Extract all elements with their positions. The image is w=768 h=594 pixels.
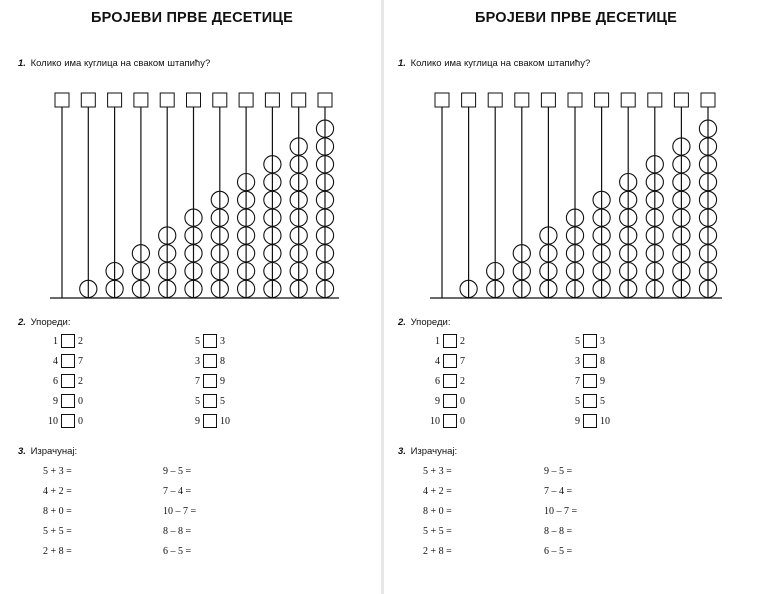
compare-item: 3 8 (195, 355, 225, 367)
equation: 4 + 2 = (423, 486, 452, 497)
question-2 (18, 317, 70, 328)
answer-box[interactable] (203, 394, 217, 408)
answer-box[interactable] (443, 374, 457, 388)
compare-item: 5 3 (195, 335, 225, 347)
answer-box (568, 93, 582, 107)
answer-box (515, 93, 529, 107)
compare-item: 4 7 (435, 355, 465, 367)
compare-item: 10 0 (430, 415, 465, 427)
answer-box (462, 93, 476, 107)
answer-box[interactable] (583, 374, 597, 388)
answer-box[interactable] (203, 334, 217, 348)
equation: 6 – 5 = (544, 546, 573, 557)
answer-box[interactable] (61, 354, 75, 368)
answer-box (541, 93, 555, 107)
answer-box (318, 93, 332, 107)
question-text: Упореди: (30, 317, 71, 328)
equation: 5 + 5 = (423, 526, 452, 537)
answer-box (213, 93, 227, 107)
equation: 5 + 5 = (43, 526, 72, 537)
equation: 2 + 8 = (423, 546, 452, 557)
compare-item: 4 7 (53, 355, 83, 367)
answer-box[interactable] (61, 334, 75, 348)
question-number: 1. (398, 58, 406, 69)
answer-box (160, 93, 174, 107)
equation: 6 – 5 = (163, 546, 192, 557)
compare-item: 6 2 (53, 375, 83, 387)
answer-box[interactable] (583, 394, 597, 408)
compare-item: 7 9 (195, 375, 225, 387)
equation: 4 + 2 = (43, 486, 72, 497)
equation: 8 + 0 = (43, 506, 72, 517)
answer-box (488, 93, 502, 107)
equation: 10 – 7 = (544, 506, 578, 517)
answer-box (701, 93, 715, 107)
equation: 10 – 7 = (163, 506, 197, 517)
answer-box[interactable] (203, 374, 217, 388)
compare-item: 1 2 (53, 335, 83, 347)
compare-item: 9 0 (435, 395, 465, 407)
equation: 2 + 8 = (43, 546, 72, 557)
compare-item: 3 8 (575, 355, 605, 367)
answer-box[interactable] (203, 354, 217, 368)
worksheet-right (384, 0, 768, 594)
page-title: БРОЈЕВИ ПРВЕ ДЕСЕТИЦЕ (475, 10, 677, 26)
equation: 5 + 3 = (43, 466, 72, 477)
answer-box[interactable] (583, 334, 597, 348)
question-text: Колико има куглица на сваком штапићу? (30, 58, 211, 69)
answer-box[interactable] (61, 374, 75, 388)
answer-box (239, 93, 253, 107)
answer-box (81, 93, 95, 107)
compare-item: 5 5 (575, 395, 605, 407)
equation: 5 + 3 = (423, 466, 452, 477)
answer-box[interactable] (443, 414, 457, 428)
question-3 (398, 446, 457, 457)
answer-box (265, 93, 279, 107)
answer-box (55, 93, 69, 107)
answer-box (187, 93, 201, 107)
question-text: Израчунај: (30, 446, 78, 457)
question-text: Колико има куглица на сваком штапићу? (410, 58, 591, 69)
compare-item: 9 10 (195, 415, 230, 427)
question-number: 3. (398, 446, 406, 457)
question-text: Израчунај: (410, 446, 458, 457)
answer-box[interactable] (203, 414, 217, 428)
question-number: 2. (18, 317, 26, 328)
answer-box[interactable] (583, 414, 597, 428)
question-2 (398, 317, 450, 328)
compare-item: 9 0 (53, 395, 83, 407)
answer-box (595, 93, 609, 107)
equation: 8 + 0 = (423, 506, 452, 517)
abacus-figure (384, 0, 768, 310)
answer-box (292, 93, 306, 107)
answer-box (134, 93, 148, 107)
question-text: Упореди: (410, 317, 451, 328)
equation: 8 – 8 = (163, 526, 192, 537)
answer-box[interactable] (61, 414, 75, 428)
question-3 (18, 446, 77, 457)
compare-item: 7 9 (575, 375, 605, 387)
compare-item: 6 2 (435, 375, 465, 387)
answer-box (108, 93, 122, 107)
answer-box[interactable] (443, 354, 457, 368)
answer-box (435, 93, 449, 107)
equation: 7 – 4 = (163, 486, 192, 497)
answer-box[interactable] (61, 394, 75, 408)
compare-item: 1 2 (435, 335, 465, 347)
abacus-figure (0, 0, 384, 310)
equation: 7 – 4 = (544, 486, 573, 497)
question-number: 1. (18, 58, 26, 69)
answer-box[interactable] (583, 354, 597, 368)
equation: 8 – 8 = (544, 526, 573, 537)
answer-box (674, 93, 688, 107)
equation: 9 – 5 = (544, 466, 573, 477)
compare-item: 10 0 (48, 415, 83, 427)
question-number: 2. (398, 317, 406, 328)
compare-item: 9 10 (575, 415, 610, 427)
answer-box[interactable] (443, 334, 457, 348)
compare-item: 5 5 (195, 395, 225, 407)
answer-box (648, 93, 662, 107)
question-number: 3. (18, 446, 26, 457)
page-title: БРОЈЕВИ ПРВЕ ДЕСЕТИЦЕ (91, 10, 293, 26)
answer-box[interactable] (443, 394, 457, 408)
equation: 9 – 5 = (163, 466, 192, 477)
compare-item: 5 3 (575, 335, 605, 347)
answer-box (621, 93, 635, 107)
